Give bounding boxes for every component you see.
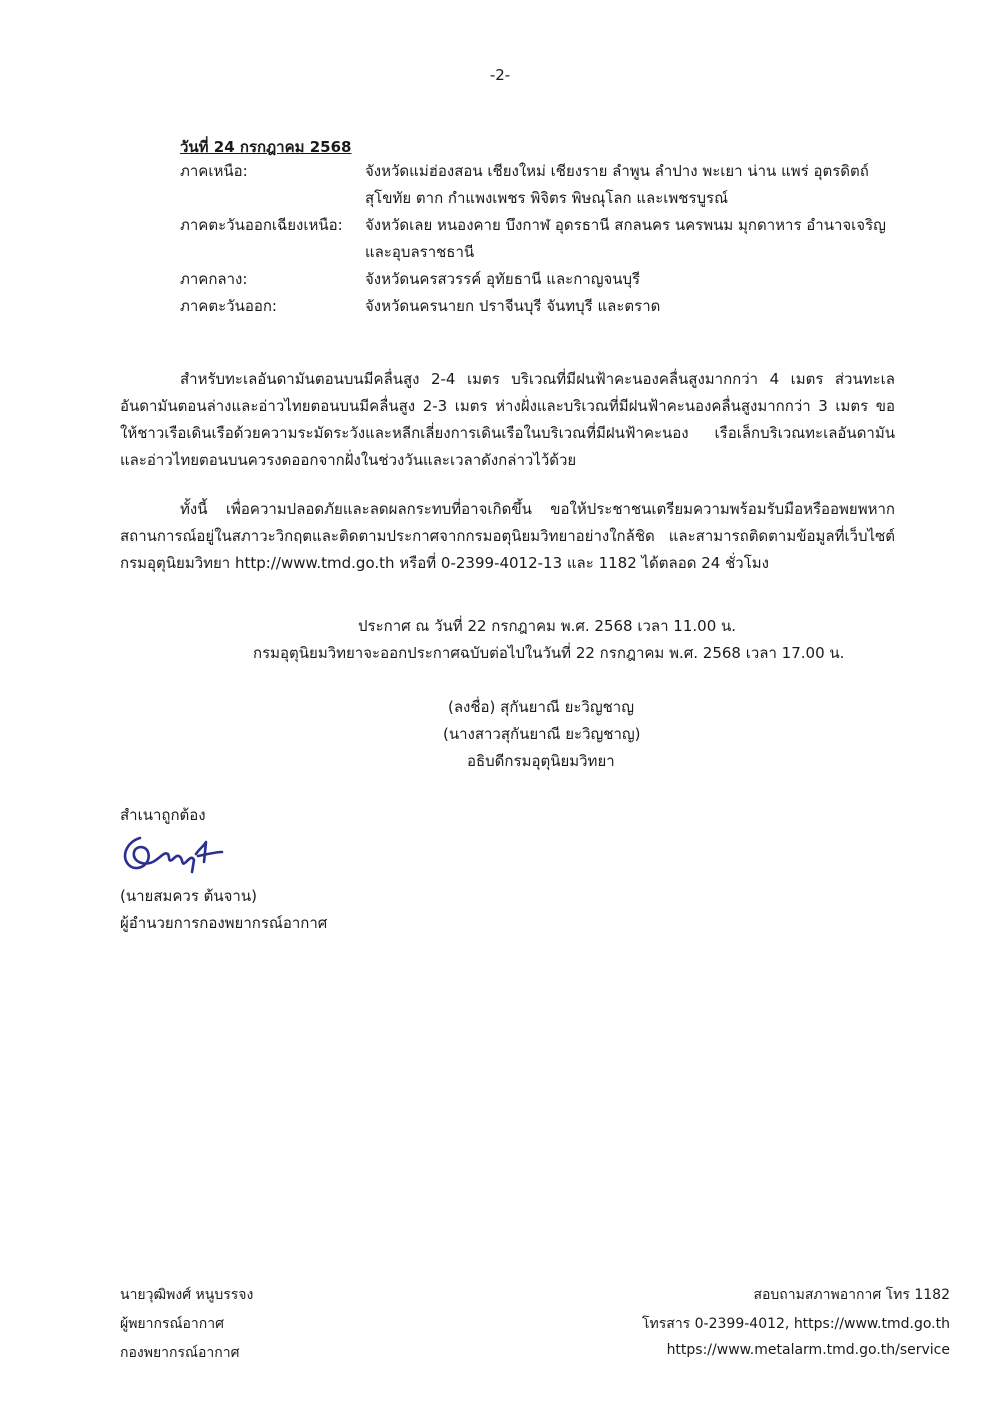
region-row-northeast [180, 212, 900, 266]
certifier-title: ผู้อำนวยการกองพยากรณ์อากาศ [120, 914, 328, 932]
region-row-north [180, 158, 900, 212]
footer-division: กองพยากรณ์อากาศ [120, 1345, 240, 1361]
signatory-name: (นางสาวสุกันยาณี ยะวิญชาญ) [443, 725, 641, 743]
handwritten-signature [118, 828, 228, 876]
announcement-date: ประกาศ ณ วันที่ 22 กรกฎาคม พ.ศ. 2568 เวลา 11.00 น. [358, 617, 737, 635]
footer-contact-phone: สอบถามสภาพอากาศ โทร 1182 [753, 1287, 950, 1303]
date-heading: วันที่ 24 กรกฎาคม 2568 [180, 138, 352, 156]
region-provinces: จังหวัดแม่ฮ่องสอน เชียงใหม่ เชียงราย ลำพูน ลำปาง พะเยา น่าน แพร่ อุตรดิตถ์ สุโขทัย ตาก กำแพงเพชร พิจิตร พิษณุโลก และเพชรบูรณ์ [365, 162, 869, 207]
region-row-central [180, 266, 900, 293]
region-provinces: จังหวัดนครสวรรค์ อุทัยธานี และกาญจนบุรี [365, 270, 641, 288]
signed-line: (ลงชื่อ) สุกันยาณี ยะวิญชาญ [448, 698, 634, 716]
footer-forecaster-position: ผู้พยากรณ์อากาศ [120, 1316, 224, 1332]
next-announcement: กรมอุตุนิยมวิทยาจะออกประกาศฉบับต่อไปในวันที่ 22 กรกฎาคม พ.ศ. 2568 เวลา 17.00 น. [253, 644, 845, 662]
sea-warning-paragraph: สำหรับทะเลอันดามันตอนบนมีคลื่นสูง 2-4 เมตร บริเวณที่มีฝนฟ้าคะนองคลื่นสูงมากกว่า 4 เมตร ส่วนทะเลอันดามันตอนล่างและอ่าวไทยตอนบนมีคลื่นสูง 2-3 เมตร ห่างฝั่งและบริเวณที่มีฝนฟ้าคะนองคลื่นสูงมากกว่า 3 เมตร ขอให้ชาวเรือเดินเรือด้วยความระมัดระวังและหลีกเลี่ยงการเดินเรือในบริเวณที่มีฝนฟ้าคะนอง เรือเล็กบริเวณทะเลอันดามันและอ่าวไทยตอนบนควรงดออกจากฝั่งในช่วงวันและเวลาดังกล่าวไว้ด้วย [120, 370, 895, 469]
certified-copy-label: สำเนาถูกต้อง [120, 806, 206, 824]
region-label: ภาคตะวันออกเฉียงเหนือ: [180, 216, 343, 234]
region-provinces: จังหวัดเลย หนองคาย บึงกาฬ อุดรธานี สกลนคร นครพนม มุกดาหาร อำนาจเจริญ และอุบลราชธานี [365, 216, 886, 261]
signatory-title: อธิบดีกรมอุตุนิยมวิทยา [467, 752, 615, 770]
region-label: ภาคเหนือ: [180, 162, 248, 180]
safety-paragraph: ทั้งนี้ เพื่อความปลอดภัยและลดผลกระทบที่อาจเกิดขึ้น ขอให้ประชาชนเตรียมความพร้อมรับมือหรืออพยพหากสถานการณ์อยู่ในสภาวะวิกฤตและติดตามประกาศจากกรมอตุนิยมวิทยาอย่างใกล้ชิด และสามารถติดตามข้อมูลที่เว็บไซต์กรมอุตุนิยมวิทยา http://www.tmd.go.th หรือที่ 0-2399-4012-13 และ 1182 ได้ตลอด 24 ชั่วโมง [120, 500, 895, 572]
region-provinces: จังหวัดนครนายก ปราจีนบุรี จันทบุรี และตราด [365, 297, 661, 315]
region-row-east [180, 293, 900, 320]
footer-forecaster-name: นายวุฒิพงศ์ หนูบรรจง [120, 1287, 254, 1303]
region-label: ภาคกลาง: [180, 270, 248, 288]
region-label: ภาคตะวันออก: [180, 297, 277, 315]
footer-contact-url[interactable]: https://www.metalarm.tmd.go.th/service [666, 1342, 950, 1358]
footer-contact-fax: โทรสาร 0-2399-4012, https://www.tmd.go.th [642, 1316, 950, 1332]
page-number: -2- [489, 66, 511, 84]
certifier-name: (นายสมควร ต้นจาน) [120, 887, 257, 905]
